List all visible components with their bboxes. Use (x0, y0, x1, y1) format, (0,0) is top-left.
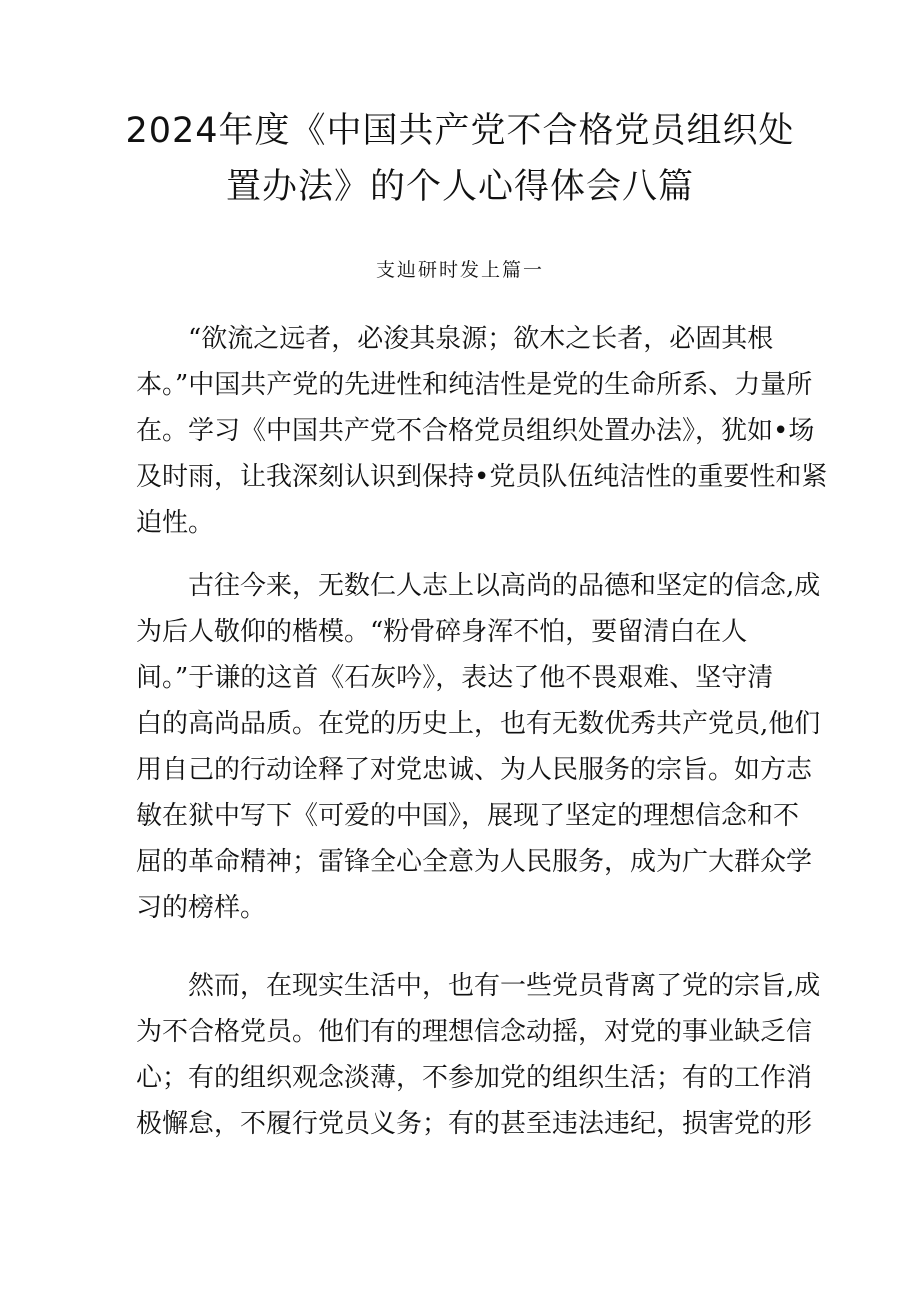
paragraph-line: 屈的革命精神；雷锋全心全意为人民服务，成为广大群众学 (136, 847, 813, 877)
paragraph-line: 为不合格党员。他们有的理想信念动摇，对党的事业缺乏信 (136, 1017, 813, 1047)
paragraph-line: “欲流之远者，必浚其泉源；欲木之长者，必固其根 (188, 324, 774, 354)
paragraph-line: 然而，在现实生活中，也有一些党员背离了党的宗旨,成 (188, 971, 821, 1001)
paragraph-line: 在。学习《中国共产党不合格党员组织处置办法》，犹如•场 (136, 416, 815, 446)
paragraph (136, 316, 828, 546)
paragraph-line: 间。”于谦的这首《石灰吟》，表达了他不畏艰难、坚守清 (136, 663, 774, 693)
paragraph-line: 习的榜样。 (136, 893, 267, 923)
paragraph-line: 敏在狱中写下《可爱的中国》，展现了坚定的理想信念和不 (136, 801, 800, 831)
paragraph-line: 古往今来，无数仁人志上以高尚的品德和坚定的信念,成 (188, 571, 821, 601)
title-line: 置办法》的个人心得体会八篇 (225, 167, 694, 207)
paragraph-line: 为后人敬仰的楷模。“粉骨碎身浑不怕，要留清白在人 (136, 617, 748, 647)
paragraph (136, 563, 821, 931)
paragraph-line: 迫性。 (136, 508, 215, 538)
paragraph-line: 白的高尚品质。在党的历史上，也有无数优秀共产党员,他们 (136, 709, 821, 739)
paragraph-line: 本。”中国共产党的先进性和纯洁性是党的生命所系、力量所 (136, 370, 813, 400)
title-line: 2024年度《中国共产党不合格党员组织处 (125, 111, 795, 151)
paragraph-line: 心；有的组织观念淡薄，不参加党的组织生活；有的工作消 (136, 1063, 813, 1093)
paragraph-line: 及时雨，让我深刻认识到保持•党员队伍纯洁性的重要性和紧 (136, 462, 828, 492)
paragraph-line: 极懈怠，不履行党员义务；有的甚至违法违纪，损害党的形 (136, 1109, 813, 1139)
paragraph-line: 用自己的行动诠释了对党忠诚、为人民服务的宗旨。如方志 (136, 755, 813, 785)
paragraph (136, 963, 821, 1147)
section-subtitle: 支辿研时发上篇一 (375, 259, 544, 281)
document-title (120, 103, 800, 215)
